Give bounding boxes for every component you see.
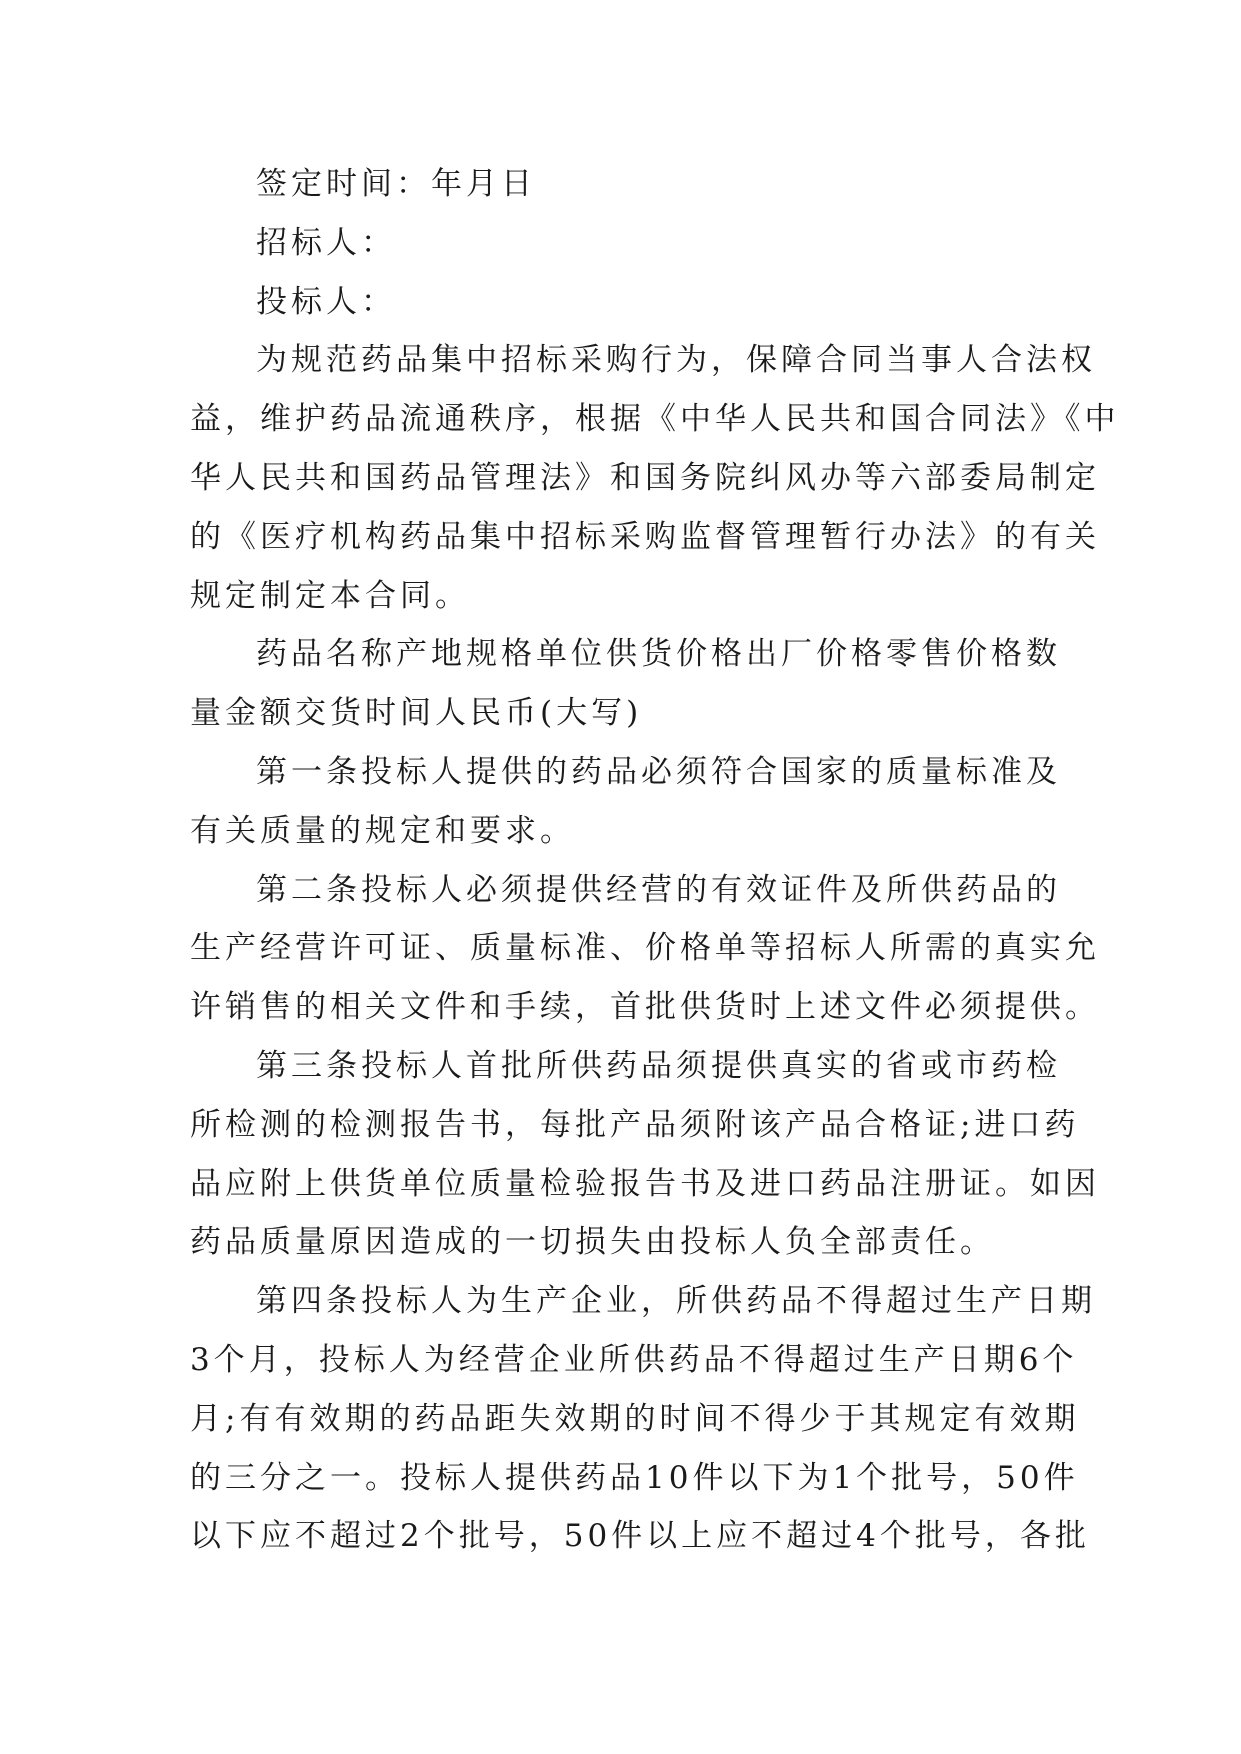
paragraph-line: 的《医疗机构药品集中招标采购监督管理暂行办法》的有关 bbox=[190, 518, 1100, 555]
paragraph-line: 为规范药品集中招标采购行为，保障合同当事人合法权 bbox=[256, 342, 1096, 379]
article-1-paragraph bbox=[190, 743, 1060, 861]
paragraph-line: 许销售的相关文件和手续，首批供货时上述文件必须提供。 bbox=[190, 989, 1100, 1026]
paragraph-line: 华人民共和国药品管理法》和国务院纠风办等六部委局制定 bbox=[190, 459, 1100, 496]
paragraph-line: 第三条投标人首批所供药品须提供真实的省或市药检 bbox=[256, 1047, 1061, 1084]
paragraph-line: 第二条投标人必须提供经营的有效证件及所供药品的 bbox=[256, 871, 1061, 908]
paragraph-line: 3个月，投标人为经营企业所供药品不得超过生产日期6个 bbox=[190, 1341, 1078, 1378]
paragraph-line: 有关质量的规定和要求。 bbox=[190, 812, 575, 849]
article-3-paragraph bbox=[190, 1037, 1100, 1272]
article-4-paragraph bbox=[190, 1272, 1096, 1566]
paragraph-line: 生产经营许可证、质量标准、价格单等招标人所需的真实允 bbox=[190, 930, 1100, 967]
document-page bbox=[190, 155, 1120, 1566]
bidder-line: 投标人： bbox=[256, 283, 396, 320]
paragraph-line: 规定制定本合同。 bbox=[190, 577, 470, 614]
paragraph-line: 月;有有效期的药品距失效期的时间不得少于其规定有效期 bbox=[190, 1400, 1080, 1437]
paragraph-line: 药品名称产地规格单位供货价格出厂价格零售价格数 bbox=[256, 636, 1061, 673]
paragraph-line: 以下应不超过2个批号，50件以上应不超过4个批号，各批 bbox=[190, 1518, 1090, 1555]
paragraph-line: 药品质量原因造成的一切损失由投标人负全部责任。 bbox=[190, 1224, 995, 1261]
table-header-paragraph bbox=[190, 625, 1060, 743]
preamble-paragraph bbox=[190, 331, 1120, 625]
paragraph-line: 第一条投标人提供的药品必须符合国家的质量标准及 bbox=[256, 753, 1061, 790]
paragraph-line: 的三分之一。投标人提供药品10件以下为1个批号，50件 bbox=[190, 1459, 1079, 1496]
article-2-paragraph bbox=[190, 861, 1100, 1037]
paragraph-line: 量金额交货时间人民币(大写) bbox=[190, 695, 643, 732]
paragraph-line: 益，维护药品流通秩序，根据《中华人民共和国合同法》《中 bbox=[190, 401, 1120, 438]
paragraph-line: 品应附上供货单位质量检验报告书及进口药品注册证。如因 bbox=[190, 1165, 1100, 1202]
tenderer-line: 招标人： bbox=[256, 224, 396, 261]
paragraph-line: 所检测的检测报告书，每批产品须附该产品合格证;进口药 bbox=[190, 1106, 1080, 1143]
signing-date-line: 签定时间：年月日 bbox=[256, 166, 536, 202]
paragraph-line: 第四条投标人为生产企业，所供药品不得超过生产日期 bbox=[256, 1283, 1096, 1320]
